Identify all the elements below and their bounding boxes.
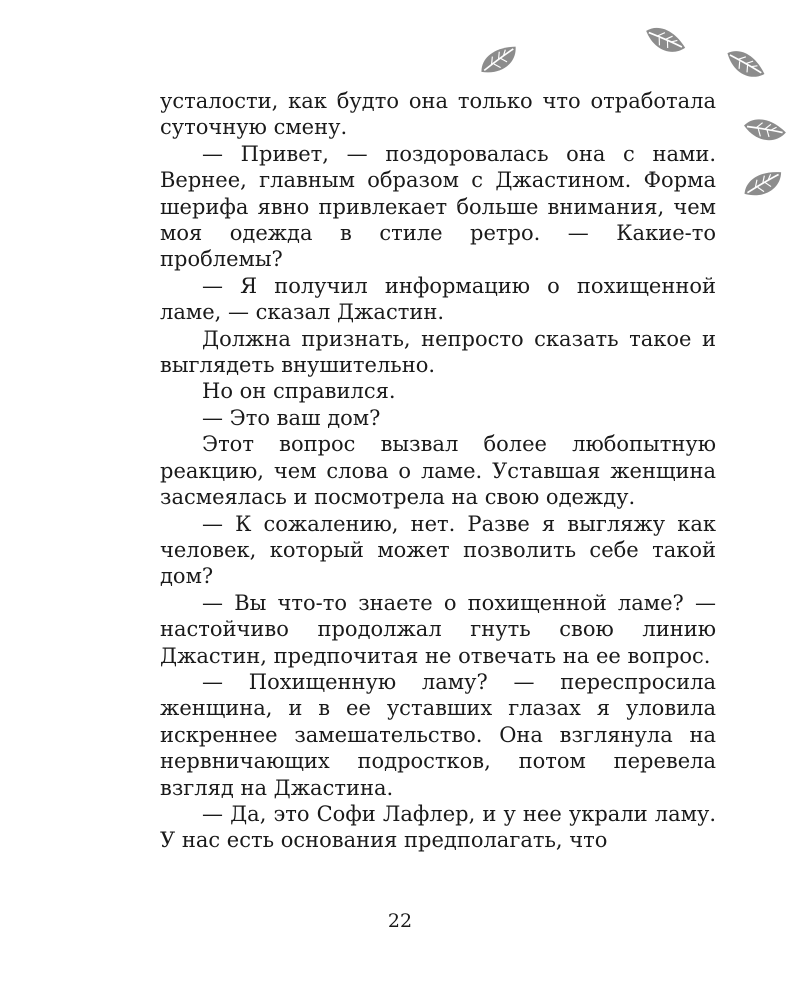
paragraph: Должна признать, непросто сказать такое и выглядеть внушительно. xyxy=(160,326,716,378)
paragraph: — Вы что-то знаете о похищенной ламе? — настойчиво продолжал гнуть свою линию Джастин, предпочитая не отвечать на ее вопрос. xyxy=(160,590,716,668)
paragraph: — Похищенную ламу? — переспросила женщина, и в ее уставших глазах я уловила искреннее замешательство. Она взглянула на нервничающих подростков, потом перевела взгляд на Джастина. xyxy=(160,669,716,800)
leaf-icon xyxy=(742,114,788,145)
leaf-icon xyxy=(723,44,768,85)
page-number: 22 xyxy=(387,910,413,932)
paragraph: Этот вопрос вызвал более любопытную реакцию, чем слова о ламе. Уставшая женщина засмеялась и посмотрела на свою одежду. xyxy=(160,432,716,510)
paragraph: — Это ваш дом? xyxy=(202,405,381,430)
paragraph: Но он справился. xyxy=(202,379,396,404)
paragraph: — К сожалению, нет. Разве я выгляжу как человек, который может позволить себе такой дом? xyxy=(160,511,716,589)
leaf-icon xyxy=(476,42,522,79)
body-text xyxy=(160,88,716,854)
leaf-icon xyxy=(642,21,688,60)
paragraph: — Да, это Софи Лафлер, и у нее украли ламу. У нас есть основания предполагать, что xyxy=(160,801,716,853)
leaf-icon xyxy=(740,167,786,201)
paragraph: усталости, как будто она только что отработала суточную смену. xyxy=(160,89,716,140)
paragraph: — Привет, — поздоровалась она с нами. Вернее, главным образом с Джастином. Форма шерифа явно привлекает больше внимания, чем моя одежда в стиле ретро. — Какие-то проблемы? xyxy=(160,141,716,272)
paragraph: — Я получил информацию о похищенной ламе, — сказал Джастин. xyxy=(160,273,716,325)
